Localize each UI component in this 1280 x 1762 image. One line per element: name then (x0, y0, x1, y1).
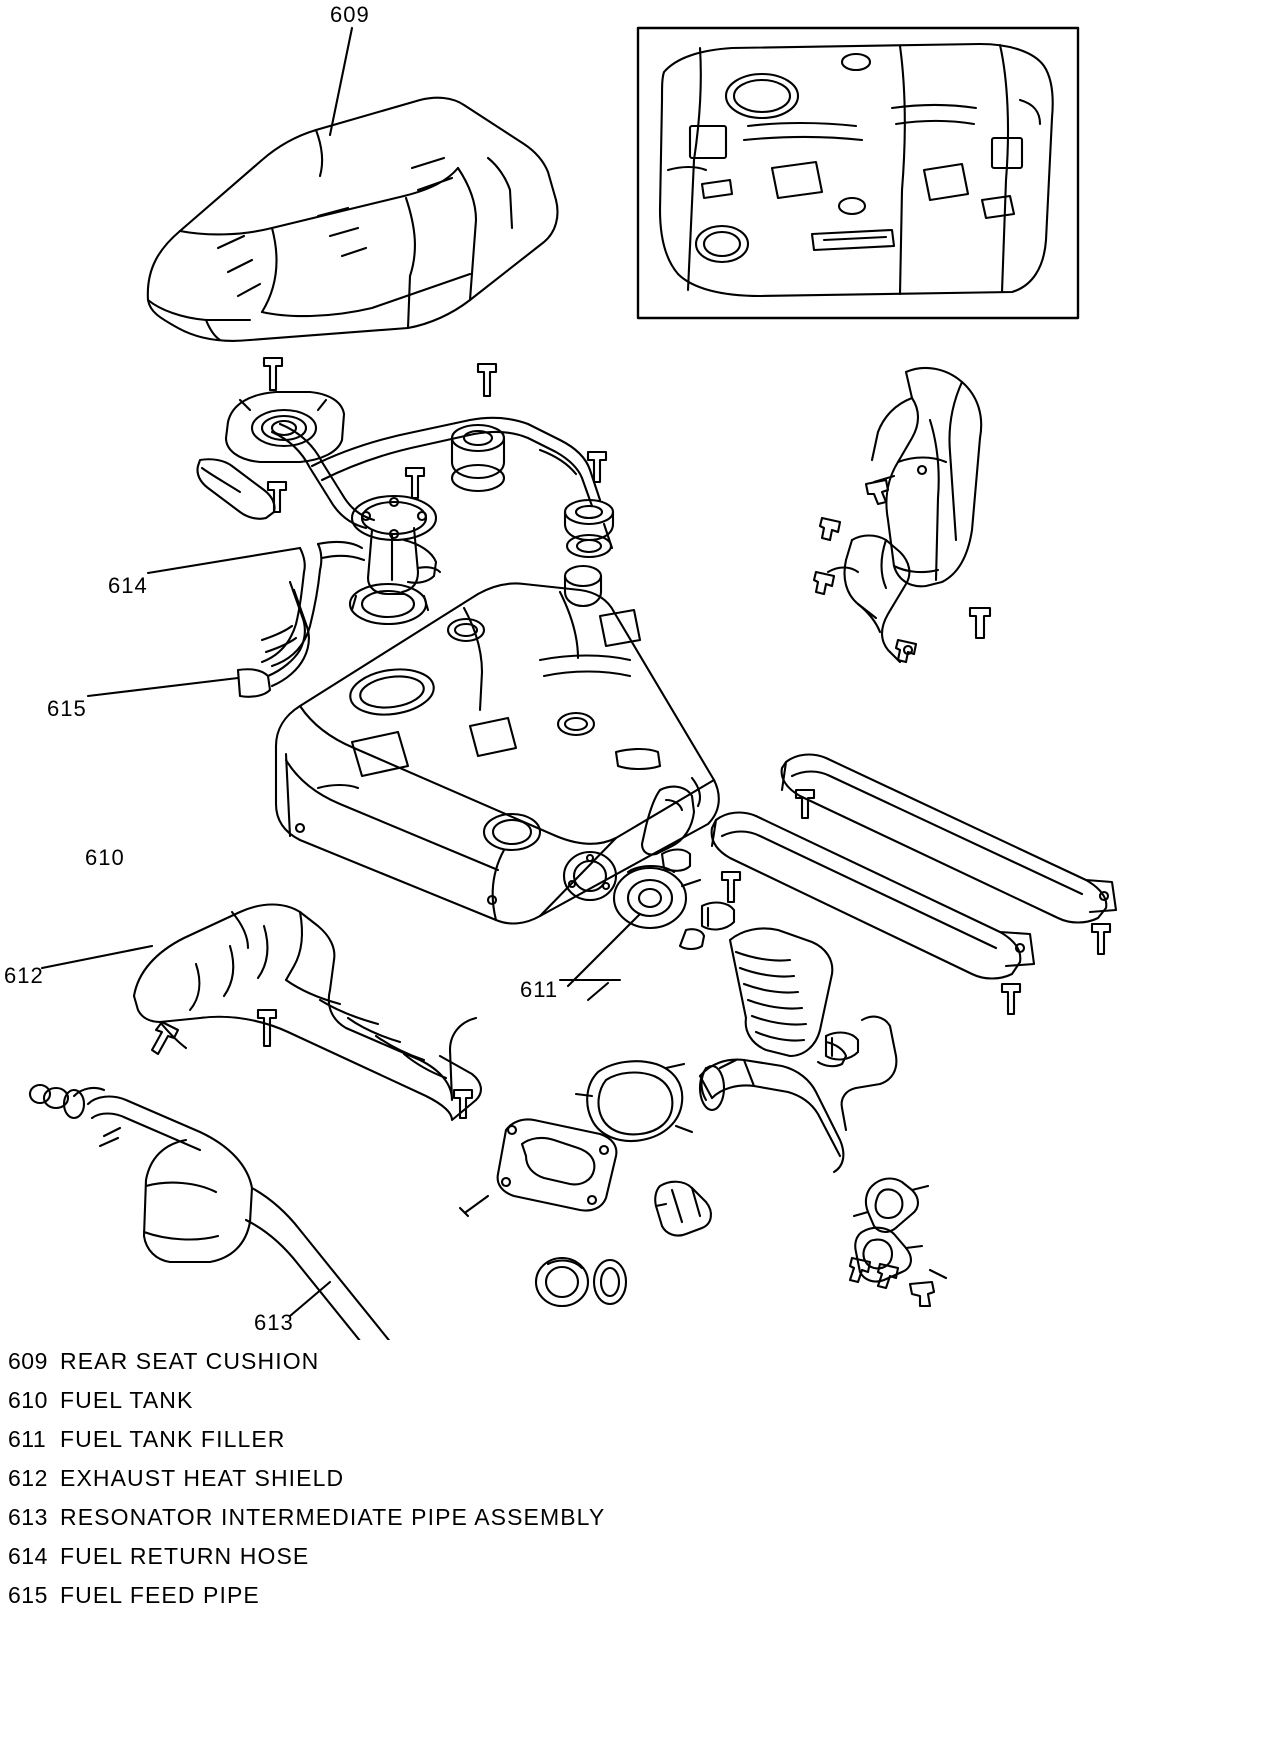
fuel-return-hose (148, 542, 364, 666)
leader-613 (290, 1282, 330, 1316)
bolt-group-top (264, 358, 740, 902)
filler-neck-hose (730, 928, 846, 1066)
legend-label: REAR SEAT CUSHION (60, 1348, 320, 1374)
fuel-feed-pipe (88, 582, 309, 697)
legend-number: 614 (8, 1543, 48, 1569)
strap-bolts (796, 790, 1110, 1014)
callout-614: 614 (108, 573, 148, 598)
hose-clamp-1 (702, 903, 734, 930)
legend-label: EXHAUST HEAT SHIELD (60, 1465, 345, 1491)
legend-number: 612 (8, 1465, 48, 1491)
fuel-tank (276, 583, 719, 923)
filler-housing-plate (460, 1119, 616, 1216)
resonator-intermediate-pipe (30, 1085, 392, 1340)
heat-shield-bolts (152, 1010, 472, 1118)
pipe-end-fitting (655, 1182, 711, 1236)
callout-613: 613 (254, 1310, 294, 1335)
legend-item (8, 1426, 1008, 1456)
legend-number: 610 (8, 1387, 48, 1413)
callout-611: 611 (520, 977, 559, 1002)
callout-612: 612 (4, 963, 44, 988)
legend-number: 611 (8, 1426, 47, 1452)
legend-item (8, 1504, 1008, 1534)
wheelhouse-splash-shield (872, 368, 981, 586)
callout-615: 615 (47, 696, 87, 721)
fuel-tank-strap-lower (712, 813, 1034, 979)
legend-number: 613 (8, 1504, 48, 1530)
callout-610: 610 (85, 845, 125, 870)
callout-609: 609 (330, 2, 370, 27)
leader-612 (42, 946, 152, 968)
exhaust-heat-shield (134, 905, 481, 1121)
hose-clamp-2 (826, 1033, 858, 1060)
fuel-pipe-bracket-2 (855, 1228, 922, 1282)
legend-number: 615 (8, 1582, 48, 1608)
bracket-bolt-group (850, 1258, 946, 1306)
legend-label: RESONATOR INTERMEDIATE PIPE ASSEMBLY (60, 1504, 606, 1530)
right-bolt-group (814, 480, 990, 662)
legend-label: FUEL TANK FILLER (60, 1426, 286, 1452)
leader-611 (568, 914, 640, 986)
legend-label: FUEL FEED PIPE (60, 1582, 260, 1608)
legend-item (8, 1582, 1008, 1612)
parts-legend (8, 1348, 1008, 1621)
short-fuel-hose (197, 459, 274, 519)
fuel-pipe-bracket-1 (854, 1179, 928, 1232)
legend-item (8, 1543, 1008, 1573)
inset-fuel-tank-view (638, 28, 1078, 318)
leader-609 (330, 28, 352, 135)
legend-label: FUEL TANK (60, 1387, 194, 1413)
legend-number: 609 (8, 1348, 48, 1374)
splash-shield-bracket (828, 536, 912, 663)
legend-item (8, 1387, 1008, 1417)
rear-seat-cushion (148, 98, 558, 341)
filler-neck-flange (576, 1061, 692, 1141)
gasket-rings (536, 1258, 626, 1306)
legend-item (8, 1348, 1008, 1378)
legend-item (8, 1465, 1008, 1495)
fuel-pipe-assembly (272, 418, 612, 548)
fuel-tank-strap-upper (782, 755, 1116, 923)
legend-label: FUEL RETURN HOSE (60, 1543, 310, 1569)
